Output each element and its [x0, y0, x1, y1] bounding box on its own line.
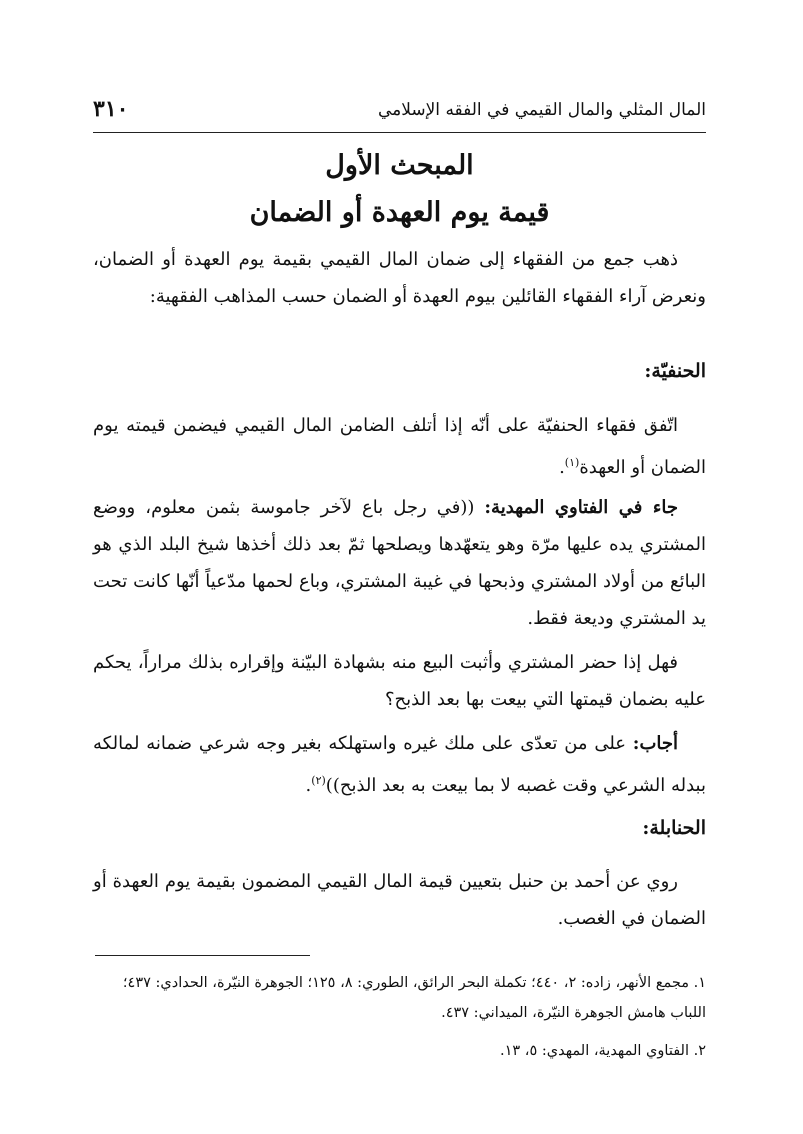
footnote-2: ٢. الفتاوي المهدية، المهدي: ٥، ١٣.: [499, 1043, 706, 1059]
running-header: [93, 92, 706, 133]
section-title: المبحث الأول: [325, 150, 474, 181]
section-subtitle: قيمة يوم العهدة أو الضمان: [249, 197, 550, 228]
footnote-ref-2: (٢): [311, 774, 326, 787]
hanbali-paragraph: روي عن أحمد بن حنبل بتعيين قيمة المال القيمي المضمون بقيمة يوم العهدة أو الضمان في الغصب.: [93, 871, 706, 929]
answer-end: .: [305, 775, 312, 796]
fatawa-paragraph: [93, 489, 706, 637]
hanafi-paragraph-end: .: [559, 457, 565, 478]
question-paragraph: فهل إذا حضر المشتري وأثبت البيع منه بشهادة البيّنة وإقراره بذلك مراراً، يحكم عليه بضمان قيمتها التي بيعت بها بعد الذبح؟: [93, 652, 706, 710]
answer-lead: أجاب:: [632, 733, 678, 754]
intro-paragraph: ذهب جمع من الفقهاء إلى ضمان المال القيمي بقيمة يوم العهدة أو الضمان، ونعرض آراء الفقهاء القائلين بيوم العهدة أو الضمان حسب المذاهب الفقهية:: [93, 249, 706, 307]
page-number: ٣١٠: [93, 96, 129, 122]
heading-hanbali: الحنابلة:: [642, 817, 706, 839]
fatawa-text: ((في رجل باع لآخر جاموسة بثمن معلوم، ووضع المشتري يده عليها مرّة وهو يتعهّدها ويصلحها ثمّ بعد ذلك أخذها شيخ البلد الذي هو البائع من أولاد المشتري وذبحها في غيبة المشتري، وباع لحمها مدّعياً أنّها كانت تحت يد المشتري وديعة فقط.: [93, 497, 706, 629]
header-title: المال المثلي والمال القيمي في الفقه الإسلامي: [377, 100, 706, 120]
heading-hanafi: الحنفيّة:: [644, 360, 706, 382]
footnote-ref-1: (١): [564, 456, 580, 469]
fatawa-lead: جاء في الفتاوي المهدية:: [484, 497, 678, 518]
footnote-1: ١. مجمع الأنهر، زاده: ٢، ٤٤٠؛ تكملة البحر الرائق، الطوري: ٨، ١٢٥؛ الجوهرة النيّرة، الحدادي: ٤٣٧؛ اللباب هامش الجوهرة النيّرة، الميداني: ٤٣٧.: [122, 975, 706, 1021]
hanafi-paragraph-text: اتّفق فقهاء الحنفيّة على أنّه إذا أتلف الضامن المال القيمي فيضمن قيمته يوم الضمان أو العهدة: [93, 415, 706, 478]
footnote-separator: [95, 955, 310, 956]
hanafi-paragraph: [93, 407, 706, 486]
answer-paragraph: [93, 725, 706, 804]
answer-text: على من تعدّى على ملك غيره واستهلكه بغير وجه شرعي ضمانه لمالكه ببدله الشرعي وقت غصبه لا بما بيعت به بعد الذبح)): [93, 733, 706, 796]
